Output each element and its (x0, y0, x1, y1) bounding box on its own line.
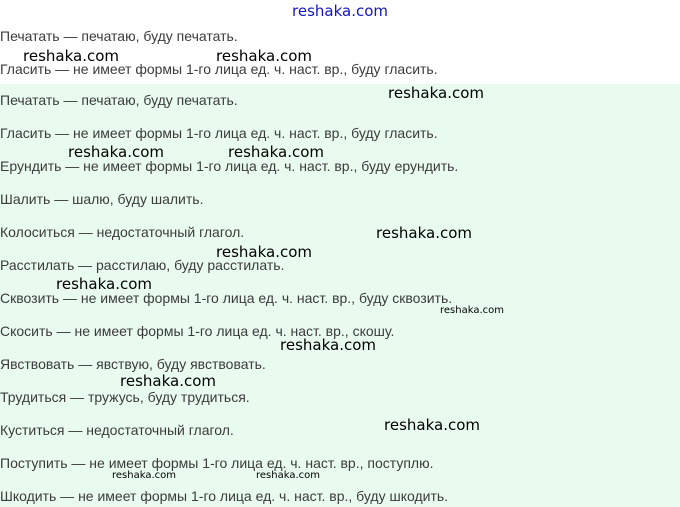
watermark: reshaka.com (440, 305, 504, 316)
text-line: Поступить — не имеет формы 1-го лица ед. ч. наст. вр., поступлю. (0, 455, 434, 471)
text-line: Сквозить — не имеет формы 1-го лица ед. ч. наст. вр., буду сквозить. (0, 290, 453, 306)
text-line: Расстилать — расстилаю, буду расстилать. (0, 257, 285, 273)
watermark: reshaka.com (388, 84, 484, 102)
text-line: Шалить — шалю, буду шалить. (0, 191, 204, 207)
watermark: reshaka.com (23, 47, 119, 65)
text-line: Печатать — печатаю, буду печатать. (0, 28, 238, 44)
text-line: Явствовать — явствую, буду явствовать. (0, 356, 266, 372)
text-line: Скосить — не имеет формы 1-го лица ед. ч. наст. вр., скошу. (0, 323, 395, 339)
text-line: Шкодить — не имеет формы 1-го лица ед. ч. наст. вр., буду шкодить. (0, 488, 449, 504)
watermark: reshaka.com (112, 470, 176, 481)
watermark: reshaka.com (56, 275, 152, 293)
watermark: reshaka.com (280, 336, 376, 354)
site-watermark-header: reshaka.com (292, 2, 388, 20)
watermark: reshaka.com (256, 470, 320, 481)
text-line: Гласить — не имеет формы 1-го лица ед. ч. наст. вр., буду гласить. (0, 125, 438, 141)
watermark: reshaka.com (376, 224, 472, 242)
watermark: reshaka.com (216, 243, 312, 261)
watermark: reshaka.com (216, 47, 312, 65)
text-line: Ерундить — не имеет формы 1-го лица ед. ч. наст. вр., буду ерундить. (0, 158, 459, 174)
text-line: Колоситься — недостаточный глагол. (0, 224, 245, 240)
watermark: reshaka.com (68, 143, 164, 161)
watermark: reshaka.com (120, 372, 216, 390)
watermark: reshaka.com (228, 143, 324, 161)
text-line: Печатать — печатаю, буду печатать. (0, 92, 238, 108)
text-line: Гласить — не имеет формы 1-го лица ед. ч. наст. вр., буду гласить. (0, 61, 438, 77)
text-line: Трудиться — тружусь, буду трудиться. (0, 389, 250, 405)
text-line: Куститься — недостаточный глагол. (0, 422, 234, 438)
watermark: reshaka.com (384, 416, 480, 434)
